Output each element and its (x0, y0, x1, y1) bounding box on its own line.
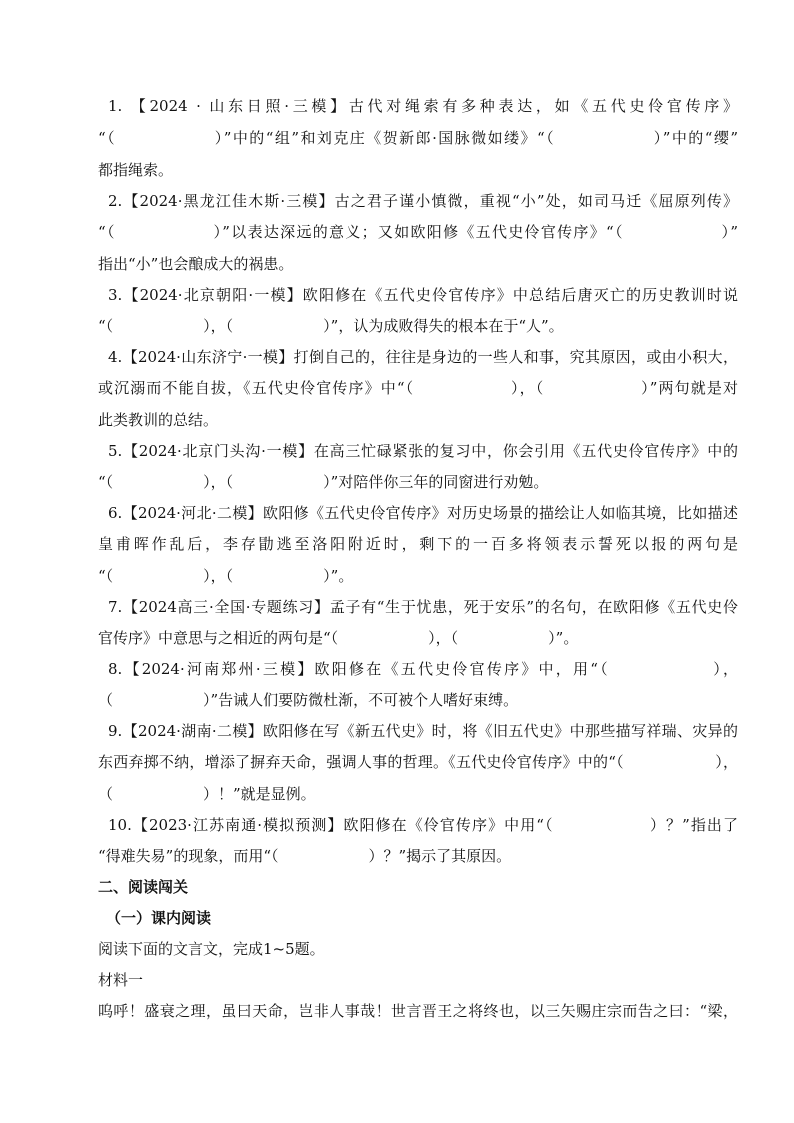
text-line: “（ ），（ ）”。 (98, 567, 354, 585)
text-line: 1. 【2024 · 山东日照·三模】古代对绳索有多种表达，如《五代史伶官传序》 (108, 97, 738, 115)
text-line: 6.【2024·河北·二模】欧阳修《五代史伶官传序》对历史场景的描绘让人如临其境，比如描述 (108, 504, 738, 522)
text-line: “得难失易”的现象，而用“（ ）？”揭示了其原因。 (98, 847, 512, 865)
text-line: 7.【2024高三·全国·专题练习】孟子有“生于忧患，死于安乐”的名句，在欧阳修《五代史伶 (108, 598, 738, 616)
text-line: （ ）！”就是显例。 (98, 785, 316, 803)
section-heading: （一）课内阅读 (106, 909, 212, 927)
text-line: 4.【2024·山东济宁·一模】打倒自己的，往往是身边的一些人和事，究其原因，或由小积大， (108, 348, 738, 366)
text-line: 皇甫晖作乱后，李存勖逃至洛阳附近时，剩下的一百多将领表示誓死以报的两句是 (98, 535, 738, 553)
text-line: 材料一 (98, 971, 144, 989)
text-line: 2.【2024·黑龙江佳木斯·三模】古之君子谨小慎微，重视“小”处，如司马迁《屈原列传》 (108, 192, 738, 210)
text-line: 5.【2024·北京门头沟·一模】在高三忙碌紧张的复习中，你会引用《五代史伶官传序》中的 (108, 442, 738, 460)
text-line: 9.【2024·湖南·二模】欧阳修在写《新五代史》时，将《旧五代史》中那些描写祥瑞、灾异的 (108, 722, 738, 740)
text-line: 指出“小”也会酿成大的祸患。 (98, 255, 294, 273)
text-line: 10.【2023·江苏南通·模拟预测】欧阳修在《伶官传序》中用“（ ）？”指出了 (108, 816, 738, 834)
text-line: “（ ），（ ）”对陪伴你三年的同窗进行劝勉。 (98, 473, 549, 491)
text-line: 或沉溺而不能自拔，《五代史伶官传序》中“（ ），（ ）”两句就是对 (98, 379, 738, 397)
text-line: “（ ），（ ）”，认为成败得失的根本在于“人”。 (98, 317, 564, 335)
text-line: 呜呼！盛衰之理，虽曰天命，岂非人事哉！世言晋王之将终也，以三矢赐庄宗而告之曰：“梁， (98, 1002, 738, 1020)
text-line: 3.【2024·北京朝阳·一模】欧阳修在《五代史伶官传序》中总结后唐灭亡的历史教训时说 (108, 286, 738, 304)
text-line: 都指绳索。 (98, 161, 174, 179)
text-line: 官传序》中意思与之相近的两句是“（ ），（ ）”。 (98, 629, 579, 647)
text-line: （ ）”告诫人们要防微杜渐，不可被个人嗜好束缚。 (98, 691, 519, 709)
text-line: 东西弃掷不纳，增添了摒弃天命，强调人事的哲理。《五代史伶官传序》中的“（ ）， (98, 753, 738, 771)
text-line: 阅读下面的文言文，完成1~5题。 (98, 940, 325, 958)
section-heading: 二、阅读闯关 (98, 878, 189, 896)
text-line: “（ ）”中的“组”和刘克庄《贺新郎·国脉微如缕》“（ ）”中的“缨” (98, 129, 738, 147)
text-line: “（ ）”以表达深远的意义；又如欧阳修《五代史伶官传序》“（ ）” (98, 223, 738, 241)
text-line: 此类教训的总结。 (98, 411, 219, 429)
text-line: 8.【2024·河南郑州·三模】欧阳修在《五代史伶官传序》中，用“（ ）， (108, 660, 738, 678)
